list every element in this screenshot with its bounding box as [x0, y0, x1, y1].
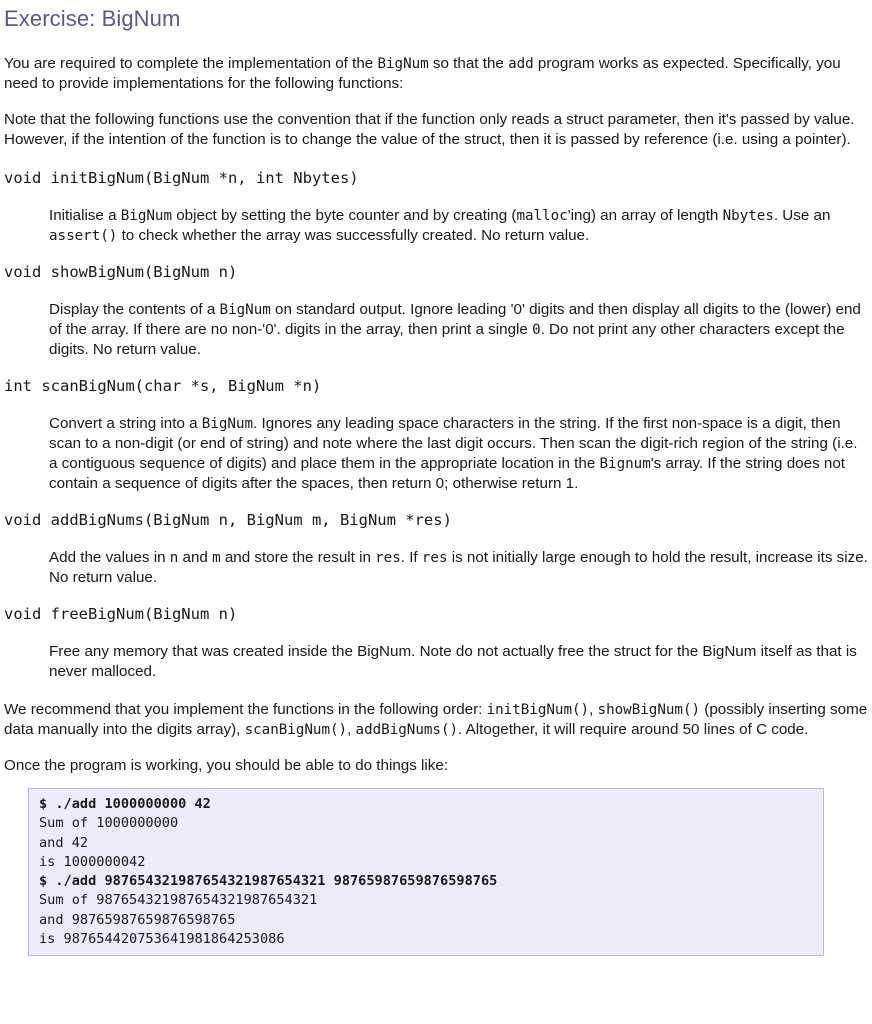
terminal-line: and 42	[39, 834, 89, 851]
convention-paragraph: Note that the following functions use the convention that if the function only reads a struct parameter, then it's passed by value. However, if the intention of the function is to change the value of the struct, then it is passed by reference (i.e. using a pointer).	[4, 111, 855, 148]
text: object by setting the byte counter and by creating (	[172, 207, 517, 224]
code-inline: Bignum	[599, 456, 651, 472]
function-signature-add: void addBigNums(BigNum n, BigNum m, BigNum *res)	[4, 511, 452, 529]
text: and store the result in	[220, 549, 376, 566]
recommend-paragraph	[4, 700, 868, 740]
text: Convert a string into a	[49, 415, 202, 432]
text: is not initially large enough to hold the result, increase its size. No return value.	[49, 549, 868, 586]
terminal-example	[28, 788, 824, 956]
code-inline: scanBigNum()	[244, 722, 348, 738]
terminal-line: Sum of 1000000000	[39, 815, 179, 832]
code-inline: malloc	[516, 208, 568, 224]
code-inline: m	[212, 550, 221, 566]
code-inline: Nbytes	[722, 208, 774, 224]
text: program works as expected. Specifically, you need to provide implementations for the following functions:	[4, 55, 841, 92]
text: ,	[347, 721, 356, 738]
code-inline: n	[169, 550, 179, 566]
page-title: Exercise: BigNum	[4, 6, 181, 31]
function-signature-scan: int scanBigNum(char *s, BigNum *n)	[4, 377, 322, 395]
function-description-scan	[49, 414, 868, 494]
terminal-line: $ ./add 987654321987654321987654321 98765987659876598765	[39, 873, 498, 890]
function-description-init	[49, 206, 868, 246]
function-description-free	[49, 642, 868, 682]
text: . Do not print any other characters except the digits. No return value.	[49, 321, 845, 358]
code-inline: BigNum	[120, 208, 173, 224]
function-signature-free: void freeBigNum(BigNum n)	[4, 605, 238, 623]
text: Display the contents of a	[49, 301, 220, 318]
code-inline: assert()	[49, 228, 118, 244]
code-inline: BigNum	[201, 416, 254, 432]
text: 's array. If the string does not contain a sequence of digits after the spaces, then return 0; otherwise return 1.	[49, 455, 845, 492]
code-inline: 0	[532, 322, 541, 338]
terminal-line: $ ./add 1000000000 42	[39, 796, 211, 812]
text: Free any memory that was created inside the BigNum. Note do not actually free the struct for the BigNum itself as that is never malloced.	[49, 643, 857, 680]
text: so that the	[428, 55, 509, 72]
intro-paragraph	[4, 54, 868, 94]
text: . Ignores any leading space characters in the string. If the first non-space is a digit, then scan to a non-digit (or end of string) and note where the last digit occurs. Then scan the digit-rich region of the string (i.e. a contiguous sequence of digits) and place them in the appropriate location in the	[49, 415, 858, 472]
code-inline: BigNum	[377, 56, 429, 72]
text: . Use an	[773, 207, 831, 224]
text: to check whether the array was successfully created. No return value.	[117, 227, 590, 244]
text: (possibly inserting some data manually into the digits array),	[4, 701, 868, 738]
text: 'ing) an array of length	[567, 207, 723, 224]
text: on standard output. Ignore leading '0' digits and then display all digits to the (lower) end of the array. If there are no non-'0'. digits in the array, then print a single	[49, 301, 861, 338]
code-inline: add	[508, 56, 534, 72]
text: . If	[400, 549, 422, 566]
text: . Altogether, it will require around 50 lines of C code.	[458, 721, 809, 738]
text: Initialise a	[49, 207, 121, 224]
code-inline: addBigNums()	[355, 722, 459, 738]
text: and	[178, 549, 213, 566]
code-inline: res	[375, 550, 401, 566]
once-paragraph: Once the program is working, you should be able to do things like:	[4, 757, 449, 774]
code-inline: showBigNum()	[597, 702, 701, 718]
code-inline: initBigNum()	[486, 702, 590, 718]
terminal-line: is 1000000042	[39, 853, 146, 870]
terminal-line: Sum of 987654321987654321987654321	[39, 892, 318, 909]
text: ,	[589, 701, 598, 718]
text: We recommend that you implement the functions in the following order:	[4, 701, 487, 718]
code-inline: res	[421, 550, 448, 566]
function-description-show	[49, 300, 868, 360]
code-inline: BigNum	[219, 302, 271, 318]
terminal-line: is 987654420753641981864253086	[39, 931, 285, 948]
text: You are required to complete the implementation of the	[4, 55, 378, 72]
function-signature-init: void initBigNum(BigNum *n, int Nbytes)	[4, 169, 359, 187]
text: Add the values in	[49, 549, 170, 566]
function-description-add	[49, 548, 868, 588]
terminal-line: and 98765987659876598765	[39, 911, 236, 928]
function-signature-show: void showBigNum(BigNum n)	[4, 263, 238, 281]
